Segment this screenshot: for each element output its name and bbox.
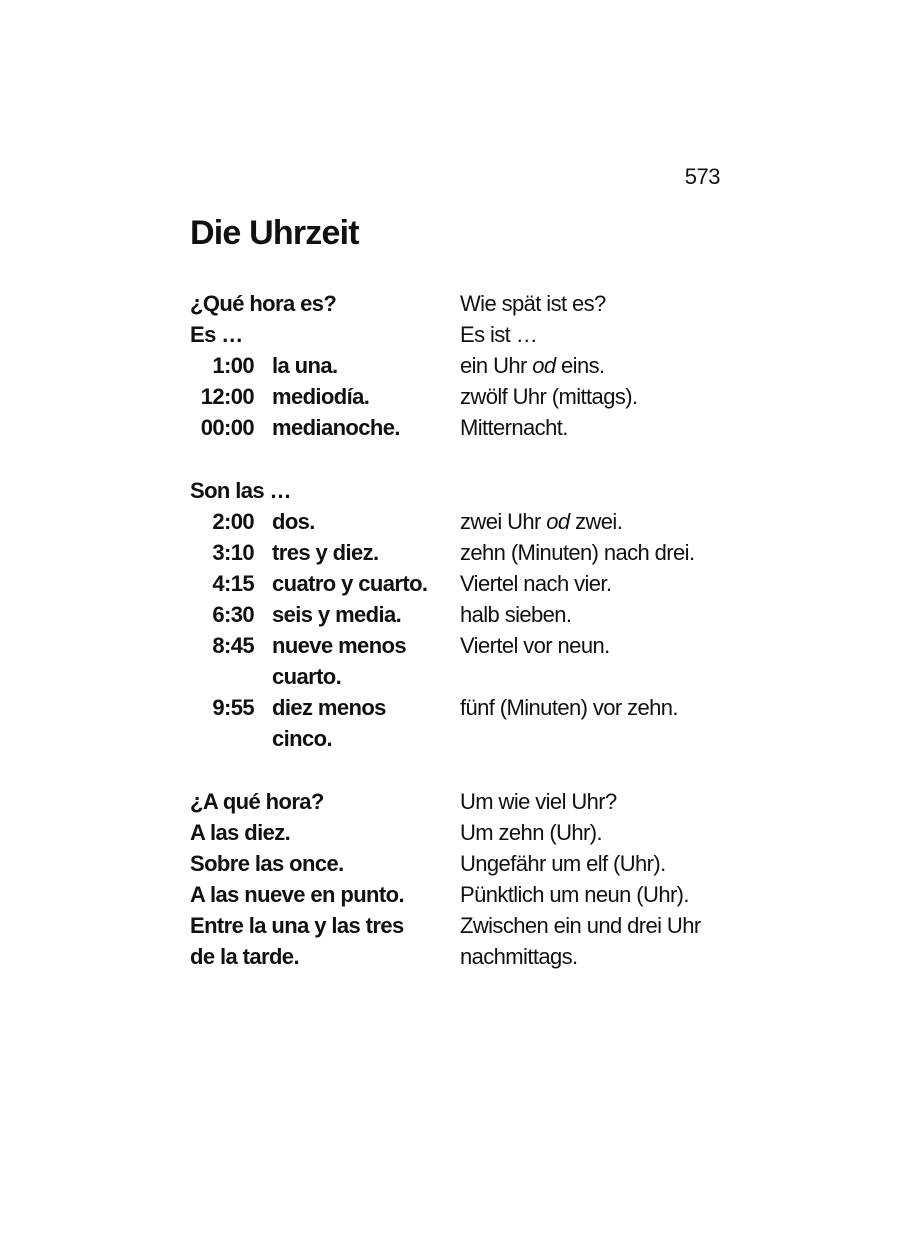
page-title: Die Uhrzeit [190, 214, 359, 252]
time-value: 8:45 [212, 633, 254, 658]
spanish-time-phrase: tres y diez. [272, 540, 379, 565]
spanish-time-phrase: medianoche. [272, 415, 400, 440]
german-text: fünf (Minuten) vor zehn. [460, 695, 678, 720]
spanish-time-phrase: nueve menos [272, 633, 407, 658]
time-value: 1:00 [212, 353, 254, 378]
german-text: Viertel vor neun. [460, 633, 610, 658]
german-translation [460, 568, 611, 599]
section-son-las [190, 475, 750, 754]
spanish-phrase: Son las … [190, 478, 291, 503]
german-translation: Um zehn (Uhr). [460, 820, 602, 845]
spanish-time-phrase: cuarto. [272, 664, 342, 689]
german-text: zwei Uhr [460, 509, 547, 534]
german-translation [460, 381, 637, 412]
spanish-phrase: A las diez. [190, 820, 291, 845]
spanish-phrase: ¿A qué hora? [190, 789, 324, 814]
time-row [190, 412, 750, 443]
german-translation: Pünktlich um neun (Uhr). [460, 882, 689, 907]
spanish-time-phrase: cuatro y cuarto. [272, 571, 428, 596]
german-translation [460, 537, 694, 568]
german-text: zwölf Uhr (mittags). [460, 384, 638, 409]
spanish-phrase: Entre la una y las tres [190, 913, 404, 938]
spanish-phrase: A las nueve en punto. [190, 882, 404, 907]
phrase-row [190, 910, 750, 941]
page-number: 573 [684, 164, 720, 189]
section-que-hora-es [190, 288, 750, 443]
time-value: 4:15 [212, 571, 254, 596]
german-translation [460, 350, 605, 381]
spanish-time-phrase: la una. [272, 353, 338, 378]
german-translation [460, 506, 622, 537]
german-translation: nachmittags. [460, 944, 578, 969]
time-value: 12:00 [200, 384, 254, 409]
time-value: 9:55 [212, 695, 254, 720]
spanish-phrase: Es … [190, 322, 243, 347]
german-abbrev: od [546, 509, 570, 534]
phrase-row [190, 475, 750, 506]
german-text: ein Uhr [460, 353, 533, 378]
spanish-phrase: Sobre las once. [190, 851, 344, 876]
phrase-row [190, 288, 750, 319]
time-row [190, 692, 750, 723]
spanish-time-phrase: mediodía. [272, 384, 370, 409]
german-text: Viertel nach vier. [460, 571, 612, 596]
spanish-phrase: de la tarde. [190, 944, 299, 969]
german-text: zwei. [569, 509, 623, 534]
german-abbrev: od [532, 353, 556, 378]
spanish-time-phrase: cinco. [272, 726, 332, 751]
spanish-time-phrase: seis y media. [272, 602, 402, 627]
german-translation: Wie spät ist es? [460, 291, 606, 316]
german-translation [460, 692, 678, 723]
german-text: Mitternacht. [460, 415, 568, 440]
phrase-row [190, 786, 750, 817]
german-translation: Zwischen ein und drei Uhr [460, 913, 701, 938]
german-text: zehn (Minuten) nach drei. [460, 540, 695, 565]
spanish-time-phrase: dos. [272, 509, 315, 534]
german-translation [460, 630, 610, 661]
time-value: 2:00 [212, 509, 254, 534]
german-translation: Es ist … [460, 322, 538, 347]
german-translation: Ungefähr um elf (Uhr). [460, 851, 666, 876]
phrase-row [190, 319, 750, 350]
time-row [190, 350, 750, 381]
german-text: halb sieben. [460, 602, 572, 627]
time-value: 6:30 [212, 602, 254, 627]
section-a-que-hora [190, 786, 750, 972]
phrase-row [190, 941, 750, 972]
time-row [190, 630, 750, 661]
phrase-row [190, 879, 750, 910]
time-value: 3:10 [212, 540, 254, 565]
time-value: 00:00 [200, 415, 254, 440]
spanish-phrase: ¿Qué hora es? [190, 291, 337, 316]
time-row [190, 381, 750, 412]
german-translation: Um wie viel Uhr? [460, 789, 617, 814]
time-row [190, 599, 750, 630]
german-translation [460, 599, 571, 630]
time-row [190, 537, 750, 568]
time-row [190, 506, 750, 537]
time-row [190, 723, 750, 754]
german-text: eins. [555, 353, 605, 378]
time-row [190, 661, 750, 692]
phrase-row [190, 848, 750, 879]
time-row [190, 568, 750, 599]
phrase-row [190, 817, 750, 848]
german-translation [460, 412, 568, 443]
spanish-time-phrase: diez menos [272, 695, 386, 720]
